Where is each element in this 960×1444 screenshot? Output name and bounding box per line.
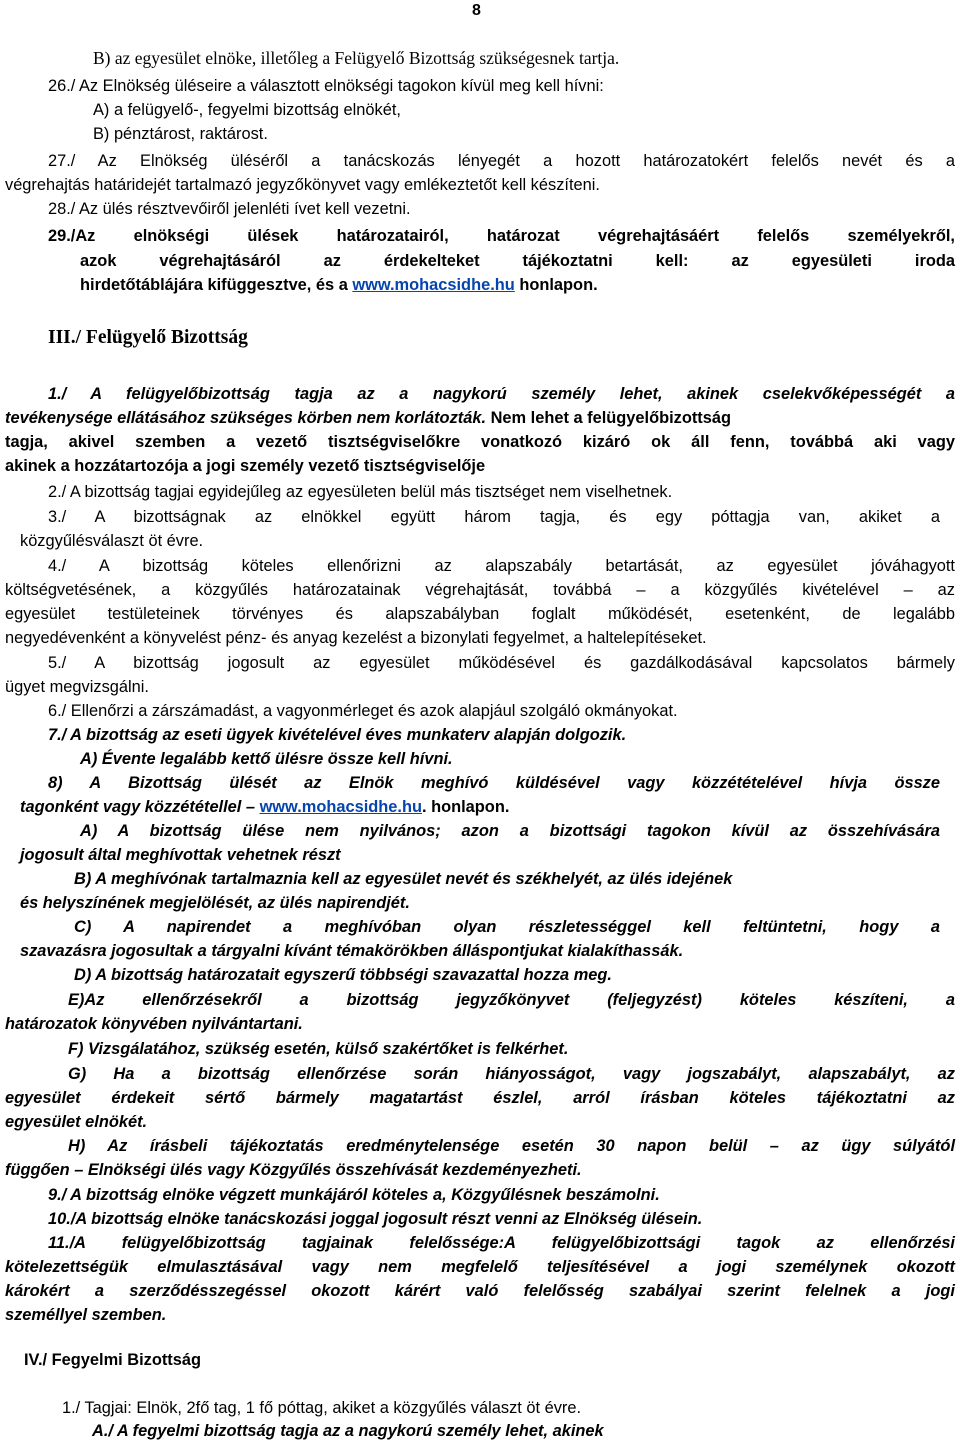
s3-paragraph-8-c-line2: szavazásra jogosultak a tárgyalni kívánt témakörökben álláspontjukat kialakíthassák. (20, 942, 684, 960)
s3-paragraph-9: 9./ A bizottság elnöke végzett munkájáról köteles a, Közgyűlésnek beszámolni. (48, 1186, 660, 1204)
text-segment: . honlapon. (421, 798, 510, 816)
s3-paragraph-11-line1: 11./A felügyelőbizottság tagjainak felelőssége:A felügyelőbizottsági tagok az ellenőrzési (48, 1234, 955, 1252)
s3-paragraph-11-line4: személlyel szemben. (5, 1306, 167, 1324)
s3-paragraph-8-c-line1: C) A napirendet a meghívóban olyan részletességgel kell feltüntetni, hogy a (74, 918, 940, 936)
website-link[interactable]: www.mohacsidhe.hu (259, 798, 422, 816)
s3-paragraph-1-line1: 1./ A felügyelőbizottság tagja az a nagykorú személy lehet, akinek cselekvőképességét a (48, 385, 955, 403)
section-heading-felugyelo-bizottsag: III./ Felügyelő Bizottság (48, 327, 248, 348)
paragraph-29-line2: azok végrehajtásáról az érdekelteket tájékoztatni kell: az egyesületi iroda (80, 252, 955, 270)
s3-paragraph-8-e-line2: határozatok könyvében nyilvántartani. (5, 1015, 303, 1033)
paragraph-27-line2: végrehajtás határidejét tartalmazó jegyzőkönyvet vagy emlékeztetőt kell készíteni. (5, 176, 600, 194)
paragraph-26: 26./ Az Elnökség üléseire a választott elnökségi tagokon kívül meg kell hívni: (48, 77, 604, 95)
s3-paragraph-7: 7./ A bizottság az eseti ügyek kivételével éves munkaterv alapján dolgozik. (48, 726, 627, 744)
paragraph-26-b: B) pénztárost, raktárost. (93, 125, 268, 143)
s3-paragraph-11-line2: kötelezettségük elmulasztásával vagy nem megfelelő teljesítésével a jogi személynek okozott (5, 1258, 955, 1276)
s3-paragraph-8-g-line3: egyesület elnökét. (5, 1113, 148, 1131)
paragraph-29-line1: 29./Az elnökségi ülések határozatairól, határozat végrehajtásáért felelős személyekről, (48, 227, 955, 245)
s3-paragraph-8-h-line1: H) Az írásbeli tájékoztatás eredménytelensége esetén 30 napon belül – az ügy súlyától (68, 1137, 955, 1155)
text-segment: tagonként vagy közzététellel – (20, 798, 260, 816)
text-segment: honlapon. (514, 276, 598, 294)
s3-paragraph-4-line4: negyedévenként a könyvelést pénz- és anyag kezelést a bizonylati fegyelmet, a haltelepítéseket. (5, 629, 707, 647)
s3-paragraph-8-d: D) A bizottság határozatait egyszerű többségi szavazattal hozza meg. (74, 966, 612, 984)
s3-paragraph-8-line2 (0, 797, 960, 817)
s3-paragraph-7-a: A) Évente legalább kettő ülésre össze kell hívni. (80, 750, 453, 768)
text-segment: tevékenysége ellátásához szükséges körben nem korlátozták. (5, 409, 487, 427)
s3-paragraph-8-line1: 8) A Bizottság ülését az Elnök meghívó küldésével vagy közzétételével hívja össze (48, 774, 940, 792)
s3-paragraph-8-b-line2: és helyszínének megjelölését, az ülés napirendjét. (20, 894, 410, 912)
s3-paragraph-6: 6./ Ellenőrzi a zárszámadást, a vagyonmérleget és azok alapjául szolgáló okmányokat. (48, 702, 678, 720)
s3-paragraph-5-line1: 5./ A bizottság jogosult az egyesület működésével és gazdálkodásával kapcsolatos bármely (48, 654, 955, 672)
s3-paragraph-1-line3: tagja, akivel szemben a vezető tisztségviselőkre vonatkozó kizáró ok áll fenn, továbbá aki vagy (5, 433, 955, 451)
s3-paragraph-5-line2: ügyet megvizsgálni. (5, 678, 149, 696)
s3-paragraph-8-h-line2: függően – Elnökségi ülés vagy Közgyűlés összehívását kezdeményezheti. (5, 1161, 582, 1179)
paragraph-29-line3 (0, 275, 960, 295)
item-b-line: B) az egyesület elnöke, illetőleg a Felügyelő Bizottság szükségesnek tartja. (93, 48, 620, 68)
s3-paragraph-8-g-line2: egyesület érdekeit sértő bármely magatartást észlel, arról írásban köteles tájékoztatni az (5, 1089, 955, 1107)
paragraph-27-line1: 27./ Az Elnökség üléséről a tanácskozás lényegét a hozott határozatokért felelős nevét és a (48, 152, 955, 170)
s3-paragraph-4-line3: egyesület testületeinek törvényes és alapszabályban foglalt működését, esetenként, de legalább (5, 605, 955, 623)
s3-paragraph-4-line1: 4./ A bizottság köteles ellenőrizni az alapszabály betartását, az egyesület jóváhagyott (48, 557, 955, 575)
s3-paragraph-11-line3: károkért a szerződésszegéssel okozott kárért való felelősség szabályai szerint felelnek a jogi (5, 1282, 955, 1300)
website-link[interactable]: www.mohacsidhe.hu (352, 276, 515, 294)
s3-paragraph-1-line2 (0, 408, 960, 428)
s3-paragraph-10: 10./A bizottság elnöke tanácskozási joggal jogosult részt venni az Elnökség ülésein. (48, 1210, 703, 1228)
text-segment: Nem lehet a felügyelőbizottság (486, 409, 732, 427)
s3-paragraph-8-f: F) Vizsgálatához, szükség esetén, külső szakértőket is felkérhet. (68, 1040, 569, 1058)
s4-paragraph-1: 1./ Tagjai: Elnök, 2fő tag, 1 fő póttag, akiket a közgyűlés választ öt évre. (62, 1399, 582, 1417)
section-heading-fegyelmi-bizottsag: IV./ Fegyelmi Bizottság (24, 1351, 202, 1369)
s3-paragraph-3-line2: közgyűlésválaszt öt évre. (20, 532, 204, 550)
s3-paragraph-4-line2: költségvetésének, a közgyűlés határozatainak végrehajtását, továbbá – a közgyűlés kivételével – az (5, 581, 955, 599)
s4-paragraph-a: A./ A fegyelmi bizottság tagja az a nagykorú személy lehet, akinek (92, 1422, 604, 1440)
text-segment: hirdetőtáblájára kifüggesztve, és a (80, 276, 353, 294)
s3-paragraph-1-line4: akinek a hozzátartozója a jogi személy vezető tisztségviselője (5, 457, 486, 475)
s3-paragraph-8-e-line1: E)Az ellenőrzésekről a bizottság jegyzőkönyvet (feljegyzést) köteles készíteni, a (68, 991, 955, 1009)
s3-paragraph-8-a-line1: A) A bizottság ülése nem nyilvános; azon a bizottsági tagokon kívül az összehívására (80, 822, 940, 840)
s3-paragraph-3-line1: 3./ A bizottságnak az elnökkel együtt három tagja, és egy póttagja van, akiket a (48, 508, 940, 526)
paragraph-26-a: A) a felügyelő-, fegyelmi bizottság elnökét, (93, 101, 401, 119)
s3-paragraph-8-a-line2: jogosult által meghívottak vehetnek részt (20, 846, 341, 864)
s3-paragraph-8-g-line1: G) Ha a bizottság ellenőrzése során hiányosságot, vagy jogszabályt, alapszabályt, az (68, 1065, 955, 1083)
s3-paragraph-8-b-line1: B) A meghívónak tartalmaznia kell az egyesület nevét és székhelyét, az ülés idejének (74, 870, 733, 888)
page-number: 8 (472, 2, 481, 19)
s3-paragraph-2: 2./ A bizottság tagjai egyidejűleg az egyesületen belül más tisztséget nem viselhetnek. (48, 483, 673, 501)
paragraph-28: 28./ Az ülés résztvevőiről jelenléti ívet kell vezetni. (48, 200, 411, 218)
